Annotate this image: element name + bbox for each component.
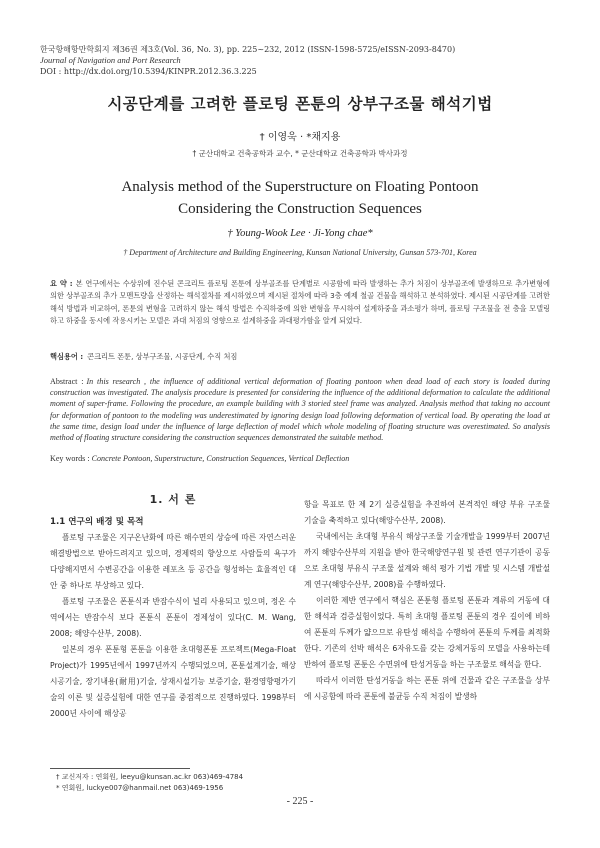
abstract-korean-text: 본 연구에서는 수상위에 진수된 콘크리트 플로팅 폰툰에 상부골조를 단계별로 시공함에 따라 발생하는 추가 처짐이 상부골조에 발생하므로 추가변형에 의한 상부골조의 추가 모멘트량을 산정하는 해석절차를 제시하였으며 제시된 절차에 따라 3층 예제 철골 건물을 해석하고 분석하였다. 제시된 시공단계를 고려한 해석 방법과 비교하여, 폰툰의 변형을 고려하지 않는 해석 방법은 수직하중에 의한 변형을 무시하여 설계하중을 과소평가 하며, 플로팅 구조물을 전 층을 모델링하고 하중을 동시에 작용시키는 모델은 과대 처짐의 영향으로 설계하중을 과대평가함을 알게 되었다. [50,279,551,326]
body-column-right [304,497,550,705]
abstract-korean-label: 요 약 : [50,279,73,288]
footnotes [56,772,356,794]
abstract-korean [50,278,550,328]
paragraph: 따라서 이러한 탄성거동을 하는 폰툰 위에 건물과 같은 구조물을 상부에 시공함에 따라 폰툰에 불균등 수직 처짐이 발생하 [304,676,550,701]
paragraph: 플로팅 구조물은 지구온난화에 따른 해수면의 상승에 따른 자연스러운 해결방법으로 받아드려지고 있으며, 경제력의 향상으로 사람들의 욕구가 다양해지면서 수변공간을 이용한 레포츠 등 공간을 형성하는 효율적인 대안 중 하나로 부상하고 있다. [50,533,296,590]
page-number: - 225 - [286,796,314,807]
journal-name: Journal of Navigation and Port Research [40,55,181,65]
body-column-left [50,486,296,722]
title-english-line2: Considering the Construction Sequences [178,201,422,217]
title-english [0,176,600,220]
doi-line: DOI : http://dx.doi.org/10.5394/KINPR.2012.36.3.225 [40,67,257,76]
section-heading: 1. 서 론 [149,493,197,506]
footnote-divider [50,768,190,769]
footnote-corresponding-author: † 교신저자 : 연회원, leeyu@kunsan.ac.kr 063)469-4784 [56,773,244,781]
authors-korean: † 이영욱 · *채지용 [259,132,341,143]
abstract-english-text: In this research , the influence of additional vertical deformation of floating pontoon when dead load of each story is loaded during construction was investigated. The analysis procedure is presented for considering the influence of the additional deformation to calculate the additional moment of super-frame. Following the procedure, an example building with 3 storied steel frame was analyzed. Analysis method that taking no account for deformation of pontoon to the modeling was underestimated by ignoring design load following deformation of vertical load. By operating the load at the same time, design load under the influence of large deflection of model which whole modeling of floating structure was overestimated. So analysis method of floating structure considering the construction sequences demonstrated the suitable method. [50,377,550,443]
affiliation-korean: † 군산대학교 건축공학과 교수, * 군산대학교 건축공학과 박사과정 [192,149,408,158]
subsection-heading: 1.1 연구의 배경 및 목적 [50,517,144,527]
keywords-korean-text: 콘크리트 폰툰, 상부구조물, 시공단계, 수직 처짐 [87,352,238,361]
keywords-english-label: Key words : [50,454,90,463]
keywords-english-text: Concrete Pontoon, Superstructure, Construction Sequences, Vertical Deflection [91,454,350,463]
title-korean: 시공단계를 고려한 플로팅 폰툰의 상부구조물 해석기법 [107,95,493,113]
keywords-korean [50,352,550,362]
affiliation-english: † Department of Architecture and Building Engineering, Kunsan National University, Gunsan 573-701, Korea [123,248,477,257]
paragraph: 항을 목표로 한 제 2기 실증실험을 추진하여 본격적인 해양 부유 구조물 기술을 축적하고 있다(해양수산부, 2008). [304,500,550,525]
paragraph: 플로팅 구조물은 폰툰식과 반잠수식이 널리 사용되고 있으며, 정온 수역에서는 반잠수식 보다 폰툰식 폰툰이 경제성이 있다(C. M. Wang, 2008; 해양수산부, 2008). [50,597,296,638]
keywords-english [50,454,550,463]
paragraph: 이러한 제반 연구에서 핵심은 폰툰형 플로팅 폰툰과 계류의 거동에 대한 해석과 검증실험이었다. 특히 초대형 플로팅 폰툰의 경우 길이에 비하여 폰툰의 두께가 얇으므로 유탄성 해석을 수행하여 폰툰의 두께를 최적화한다. 기존의 선박 해석은 6자유도를 갖는 강체거동의 모델을 사용하는데 반하여 플로팅 폰툰은 수면위에 탄성거동을 하는 구조물로 해석을 한다. [304,596,550,669]
keywords-korean-label: 핵심용어 : [50,352,84,361]
abstract-english [50,376,550,443]
paragraph: 일본의 경우 폰툰형 폰툰을 이용한 초대형폰툰 프로젝트(Mega-Float Project)가 1995년에서 1997년까지 수행되었으며, 폰툰설계기술, 해상시공기술, 장기내용(耐用)기술, 상재시설기능 보증기술, 환경영향평가기술의 이론 및 실증실험에 대한 연구를 중점적으로 진행하였다. 1998부터 2000년 사이에 해상공 [50,645,296,718]
footnote-coauthor: * 연회원, luckye007@hanmail.net 063)469-1956 [56,784,224,792]
abstract-english-label: Abstract : [50,377,84,386]
paragraph: 국내에서는 초대형 부유식 해상구조물 기술개발을 1999부터 2007년까지 해양수산부의 지원을 받아 한국해양연구원 및 관련 연구기관이 공동으로 초대형 부유식 구조물 설계와 해석 평가 기법 개발 및 시스템 개발설계 연구(해양수산부, 2008)를 수행하였다. [304,532,550,589]
title-english-line1: Analysis method of the Superstructure on Floating Pontoon [121,179,479,195]
journal-citation: 한국항해항만학회지 제36권 제3호(Vol. 36, No. 3), pp. 225~232, 2012 (ISSN-1598-5725/eISSN-2093-8470) [40,45,456,54]
journal-header [40,44,560,77]
authors-english: † Young-Wook Lee · Ji-Yong chae* [227,228,373,239]
